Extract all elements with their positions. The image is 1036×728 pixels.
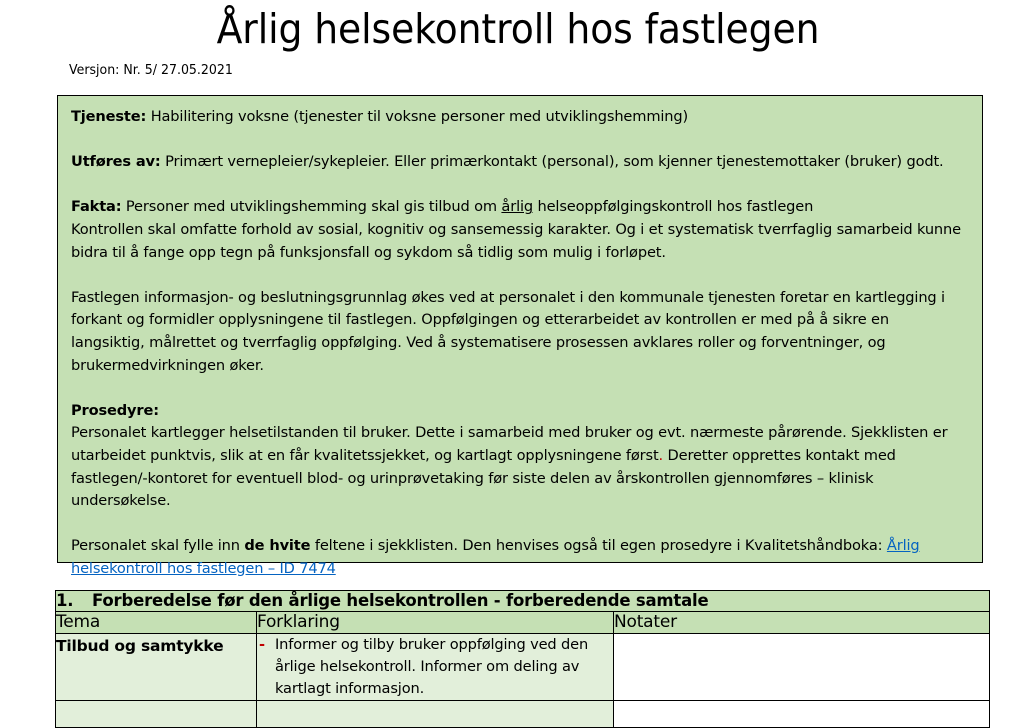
info-utfores-av xyxy=(71,151,969,174)
hvite-before: Personalet skal fylle inn xyxy=(71,537,245,555)
info-fakta-line2: Kontrollen skal omfatte forhold av sosial, kognitiv og sansemessig karakter. Og i et systematisk tverrfaglig samarbeid kunne xyxy=(71,220,961,238)
spacer xyxy=(71,264,969,287)
info-prosedyre-line4: undersøkelse. xyxy=(71,492,171,510)
list-item: - Informer og tilby bruker oppfølging ved den årlige helsekontroll. Informer om deling av kartlagt informasjon. xyxy=(257,634,613,700)
spacer xyxy=(71,377,969,400)
row-forklaring-cell xyxy=(257,634,614,701)
table-column-header-row xyxy=(56,611,990,633)
forklaring-list xyxy=(257,634,613,700)
prosedyre-red-period: . xyxy=(658,446,664,464)
fakta-label: Fakta: xyxy=(71,198,122,216)
utfores-av-label: Utføres av: xyxy=(71,153,161,171)
table-row xyxy=(56,634,990,701)
info-prosedyre-line2 xyxy=(71,445,969,468)
column-header-tema: Tema xyxy=(56,611,257,633)
info-prosedyre-line3: fastlegen/-kontoret for eventuell blod- og urinprøvetaking før siste delen av årskontrollen gjennomføres – klinisk xyxy=(71,469,874,487)
spacer xyxy=(71,513,969,536)
utfores-av-text: Primært vernepleier/sykepleier. Eller primærkontakt (personal), som kjenner tjenestemottaker (bruker) godt. xyxy=(160,153,944,171)
row-forklaring-cell xyxy=(257,701,614,728)
info-hvite-line1 xyxy=(71,535,969,558)
checklist-table xyxy=(55,590,990,728)
hvite-bold: de hvite xyxy=(244,537,311,555)
hvite-after: feltene i sjekklisten. Den henvises også til egen prosedyre i Kvalitetshåndboka: xyxy=(310,537,887,555)
info-fastlegen-line3: langsiktig, målrettet og tverrfaglig oppfølging. Ved å systematisere prosessen avklares roller og forventninger, og xyxy=(71,333,886,351)
info-fastlegen-line2: forkant og formidler opplysningene til fastlegen. Oppfølgingen og etterarbeidet av kontrollen er med på å sikre en xyxy=(71,311,889,329)
fakta-text-after: helseoppfølgingskontroll hos fastlegen xyxy=(533,198,814,216)
document-version: Versjon: Nr. 5/ 27.05.2021 xyxy=(69,62,233,79)
info-tjeneste xyxy=(71,106,969,129)
info-fakta-line1 xyxy=(71,196,969,219)
spacer xyxy=(71,174,969,197)
prosedyre-line2-after: Deretter opprettes kontakt med xyxy=(663,446,896,464)
page-title: Årlig helsekontroll hos fastlegen xyxy=(216,5,820,53)
info-fastlegen-line4: brukermedvirkningen øker. xyxy=(71,356,264,374)
tjeneste-label: Tjeneste: xyxy=(71,108,147,125)
info-prosedyre-line1: Personalet kartlegger helsetilstanden til bruker. Dette i samarbeid med bruker og evt. nærmeste pårørende. Sjekklisten er xyxy=(71,424,948,442)
row-notater-cell[interactable] xyxy=(614,634,990,701)
table-row xyxy=(56,701,990,728)
section-title: Forberedelse før den årlige helsekontrollen - forberedende samtale xyxy=(92,591,709,610)
info-prosedyre-label xyxy=(71,400,969,423)
row-notater-cell[interactable] xyxy=(614,701,990,728)
section-header-cell xyxy=(56,591,990,612)
info-fakta-line3: bidra til å fange opp tegn på funksjonsfall og sykdom så tidlig som mulig i forløpet. xyxy=(71,243,666,261)
tjeneste-text: Habilitering voksne (tjenester til voksne personer med utviklingshemming) xyxy=(146,108,689,125)
table-section-header-row xyxy=(56,591,990,612)
section-number: 1. xyxy=(56,591,74,610)
row-tema-cell xyxy=(56,701,257,728)
info-hvite-line2 xyxy=(71,558,969,581)
column-header-forklaring: Forklaring xyxy=(257,611,614,633)
fakta-text-before: Personer med utviklingshemming skal gis tilbud om xyxy=(121,198,502,216)
kvalitetshandboka-link-part1[interactable]: Årlig xyxy=(886,537,920,555)
prosedyre-line2-before: utarbeidet punktvis, slik at en får kvalitetssjekket, og kartlagt opplysningene først xyxy=(71,446,659,464)
info-fastlegen-line1: Fastlegen informasjon- og beslutningsgrunnlag økes ved at personalet i den kommunale tjenesten foretar en kartlegging i xyxy=(71,288,945,306)
info-box xyxy=(57,95,983,577)
column-header-notater: Notater xyxy=(614,611,990,633)
fakta-underlined-word: årlig xyxy=(501,198,533,216)
row-tema-cell: Tilbud og samtykke xyxy=(56,634,257,701)
spacer xyxy=(71,129,969,152)
kvalitetshandboka-link-part2[interactable]: helsekontroll hos fastlegen – ID 7474 xyxy=(71,559,336,577)
prosedyre-label-text: Prosedyre: xyxy=(71,401,159,419)
